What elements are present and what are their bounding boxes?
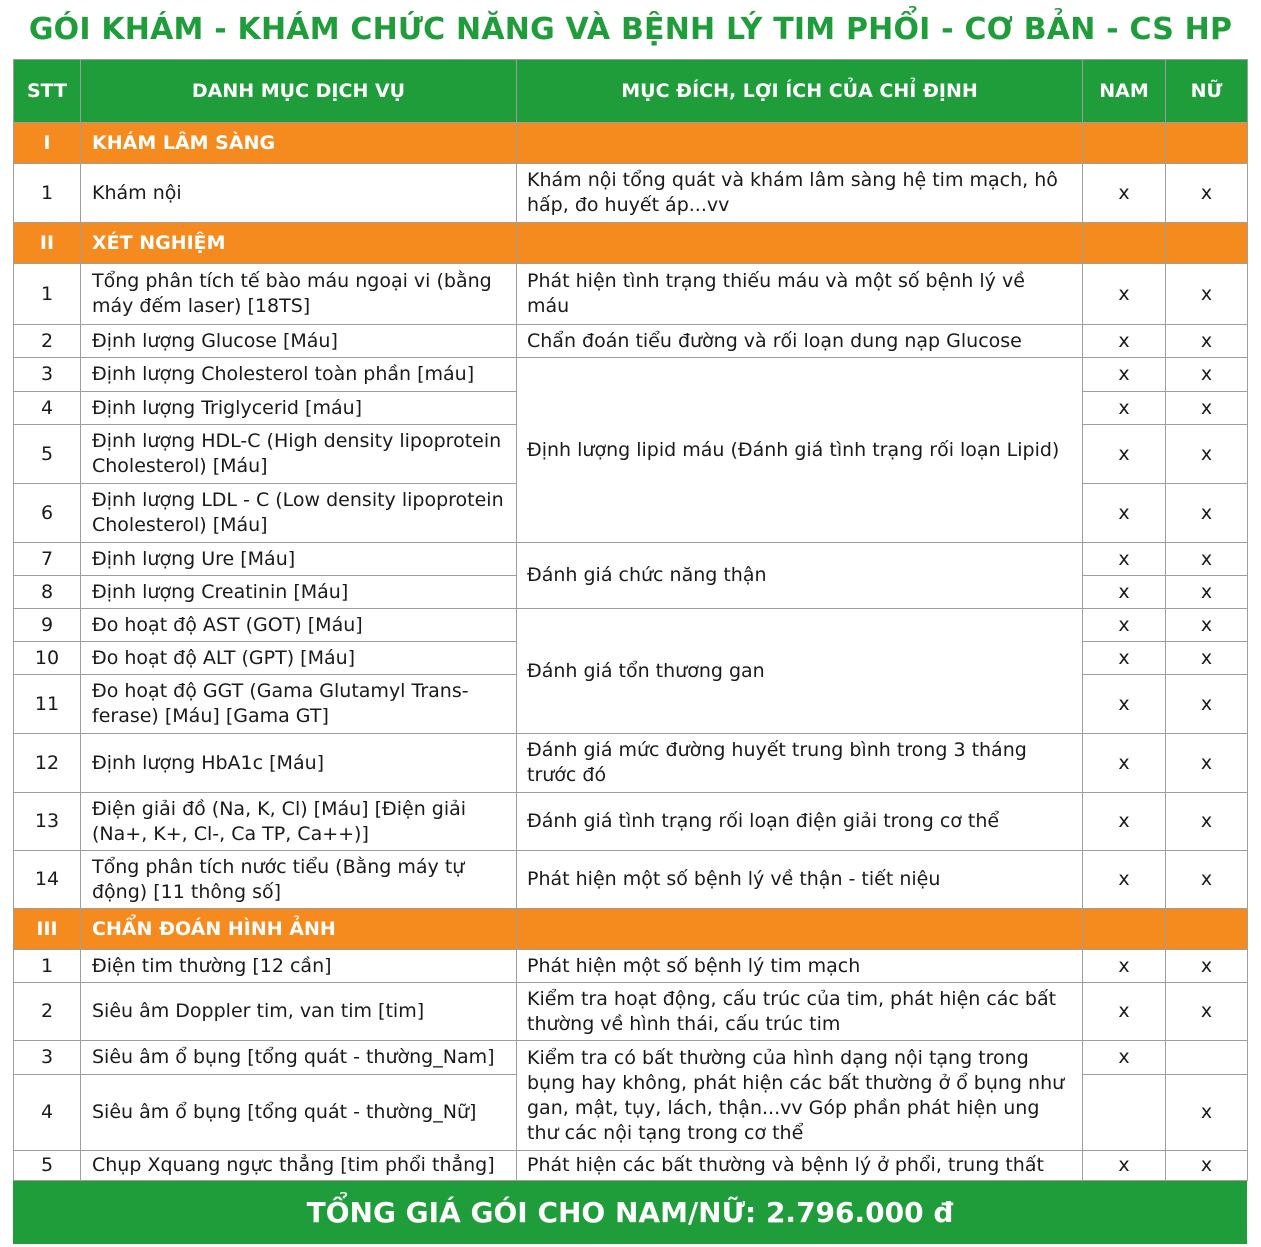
male-mark: x (1083, 425, 1166, 484)
service-name: Điện giải đồ (Na, K, Cl) [Máu] [Điện giải (Na+, K+, Cl-, Ca TP, Ca++)] (81, 793, 517, 851)
female-mark: x (1166, 851, 1248, 909)
table-row (14, 793, 1248, 851)
service-name: Điện tim thường [12 cần] (81, 950, 517, 983)
table-row (14, 264, 1248, 325)
service-table (13, 59, 1248, 1181)
service-purpose: Định lượng lipid máu (Đánh giá tình trạng rối loạn Lipid) (517, 358, 1083, 543)
service-purpose: Đánh giá tình trạng rối loạn điện giải trong cơ thể (517, 793, 1083, 851)
table-row (14, 609, 1248, 642)
male-mark: x (1083, 264, 1166, 325)
total-price-banner: TỔNG GIÁ GÓI CHO NAM/NỮ: 2.796.000 đ (13, 1181, 1247, 1244)
row-number: 1 (14, 164, 81, 223)
service-name: Định lượng Glucose [Máu] (81, 325, 517, 358)
female-mark: x (1166, 734, 1248, 793)
service-name: Tổng phân tích nước tiểu (Bằng máy tự động) [11 thông số] (81, 851, 517, 909)
female-mark: x (1166, 642, 1248, 675)
row-number: 13 (14, 793, 81, 851)
row-number: 6 (14, 484, 81, 543)
section-title: KHÁM LÂM SÀNG (81, 123, 517, 164)
male-mark: x (1083, 1041, 1166, 1075)
male-mark: x (1083, 358, 1166, 392)
female-mark: x (1166, 576, 1248, 609)
header-female: NỮ (1166, 60, 1248, 123)
female-mark: x (1166, 1151, 1248, 1181)
row-number: 10 (14, 642, 81, 675)
table-row (14, 543, 1248, 576)
service-name: Định lượng Triglycerid [máu] (81, 392, 517, 425)
row-number: 2 (14, 983, 81, 1041)
service-name: Định lượng LDL - C (Low density lipoprotein Cholesterol) [Máu] (81, 484, 517, 543)
section-number: III (14, 909, 81, 950)
row-number: 3 (14, 358, 81, 392)
table-row (14, 164, 1248, 223)
row-number: 14 (14, 851, 81, 909)
service-name: Siêu âm ổ bụng [tổng quát - thường_Nam] (81, 1041, 517, 1075)
female-mark: x (1166, 358, 1248, 392)
row-number: 9 (14, 609, 81, 642)
male-mark: x (1083, 164, 1166, 223)
service-name: Khám nội (81, 164, 517, 223)
row-number: 4 (14, 1075, 81, 1151)
male-mark: x (1083, 325, 1166, 358)
table-row (14, 851, 1248, 909)
service-purpose: Đánh giá tổn thương gan (517, 609, 1083, 734)
female-mark: x (1166, 950, 1248, 983)
header-stt: STT (14, 60, 81, 123)
service-purpose: Phát hiện tình trạng thiếu máu và một số bệnh lý về máu (517, 264, 1083, 325)
service-purpose: Đánh giá chức năng thận (517, 543, 1083, 609)
male-mark: x (1083, 543, 1166, 576)
service-purpose: Phát hiện một số bệnh lý tim mạch (517, 950, 1083, 983)
male-mark: x (1083, 675, 1166, 734)
row-number: 4 (14, 392, 81, 425)
section-title: CHẨN ĐOÁN HÌNH ẢNH (81, 909, 517, 950)
female-mark: x (1166, 1075, 1248, 1151)
male-mark: x (1083, 392, 1166, 425)
male-mark (1083, 1075, 1166, 1151)
female-mark: x (1166, 325, 1248, 358)
row-number: 11 (14, 675, 81, 734)
section-row-imaging (14, 909, 1248, 950)
female-mark: x (1166, 609, 1248, 642)
female-mark: x (1166, 793, 1248, 851)
service-purpose: Đánh giá mức đường huyết trung bình trong 3 tháng trước đó (517, 734, 1083, 793)
male-mark: x (1083, 983, 1166, 1041)
row-number: 8 (14, 576, 81, 609)
female-mark: x (1166, 425, 1248, 484)
male-mark: x (1083, 950, 1166, 983)
section-title: XÉT NGHIỆM (81, 223, 517, 264)
section-number: I (14, 123, 81, 164)
male-mark: x (1083, 484, 1166, 543)
table-row (14, 325, 1248, 358)
female-mark (1166, 1041, 1248, 1075)
row-number: 12 (14, 734, 81, 793)
service-name: Định lượng Ure [Máu] (81, 543, 517, 576)
female-mark: x (1166, 484, 1248, 543)
row-number: 3 (14, 1041, 81, 1075)
service-purpose: Phát hiện các bất thường và bệnh lý ở phổi, trung thất (517, 1151, 1083, 1181)
female-mark: x (1166, 983, 1248, 1041)
male-mark: x (1083, 576, 1166, 609)
table-row (14, 358, 1248, 392)
service-name: Tổng phân tích tế bào máu ngoại vi (bằng máy đếm laser) [18TS] (81, 264, 517, 325)
row-number: 1 (14, 950, 81, 983)
row-number: 2 (14, 325, 81, 358)
service-name: Định lượng Creatinin [Máu] (81, 576, 517, 609)
service-name: Định lượng Cholesterol toàn phần [máu] (81, 358, 517, 392)
male-mark: x (1083, 851, 1166, 909)
service-purpose: Chẩn đoán tiểu đường và rối loạn dung nạp Glucose (517, 325, 1083, 358)
section-row-tests (14, 223, 1248, 264)
male-mark: x (1083, 793, 1166, 851)
service-name: Chụp Xquang ngực thẳng [tim phổi thẳng] (81, 1151, 517, 1181)
header-service: DANH MỤC DỊCH VỤ (81, 60, 517, 123)
female-mark: x (1166, 264, 1248, 325)
service-name: Đo hoạt độ AST (GOT) [Máu] (81, 609, 517, 642)
service-purpose: Kiểm tra có bất thường của hình dạng nội tạng trong bụng hay không, phát hiện các bất thường ở ổ bụng như gan, mật, tụy, lách, thận...vv Góp phần phát hiện ung thư các nội tạng trong cơ thể (517, 1041, 1083, 1151)
service-name: Định lượng HDL-C (High density lipoprotein Cholesterol) [Máu] (81, 425, 517, 484)
female-mark: x (1166, 675, 1248, 734)
header-purpose: MỤC ĐÍCH, LỢI ÍCH CỦA CHỈ ĐỊNH (517, 60, 1083, 123)
service-name: Đo hoạt độ GGT (Gama Glutamyl Trans-ferase) [Máu] [Gama GT] (81, 675, 517, 734)
male-mark: x (1083, 734, 1166, 793)
section-number: II (14, 223, 81, 264)
section-row-clinical (14, 123, 1248, 164)
row-number: 5 (14, 1151, 81, 1181)
female-mark: x (1166, 543, 1248, 576)
page-title: GÓI KHÁM - KHÁM CHỨC NĂNG VÀ BỆNH LÝ TIM PHỔI - CƠ BẢN - CS HP (28, 11, 1233, 47)
service-name: Đo hoạt độ ALT (GPT) [Máu] (81, 642, 517, 675)
male-mark: x (1083, 609, 1166, 642)
row-number: 1 (14, 264, 81, 325)
table-header-row (14, 60, 1248, 123)
service-name: Định lượng HbA1c [Máu] (81, 734, 517, 793)
service-purpose: Khám nội tổng quát và khám lâm sàng hệ tim mạch, hô hấp, đo huyết áp...vv (517, 164, 1083, 223)
service-name: Siêu âm Doppler tim, van tim [tim] (81, 983, 517, 1041)
male-mark: x (1083, 1151, 1166, 1181)
table-row (14, 950, 1248, 983)
service-purpose: Kiểm tra hoạt động, cấu trúc của tim, phát hiện các bất thường về hình thái, cấu trúc tim (517, 983, 1083, 1041)
row-number: 5 (14, 425, 81, 484)
female-mark: x (1166, 392, 1248, 425)
male-mark: x (1083, 642, 1166, 675)
table-row (14, 734, 1248, 793)
row-number: 7 (14, 543, 81, 576)
female-mark: x (1166, 164, 1248, 223)
header-male: NAM (1083, 60, 1166, 123)
table-row (14, 983, 1248, 1041)
table-row (14, 1151, 1248, 1181)
service-purpose: Phát hiện một số bệnh lý về thận - tiết niệu (517, 851, 1083, 909)
service-name: Siêu âm ổ bụng [tổng quát - thường_Nữ] (81, 1075, 517, 1151)
table-row (14, 1041, 1248, 1075)
